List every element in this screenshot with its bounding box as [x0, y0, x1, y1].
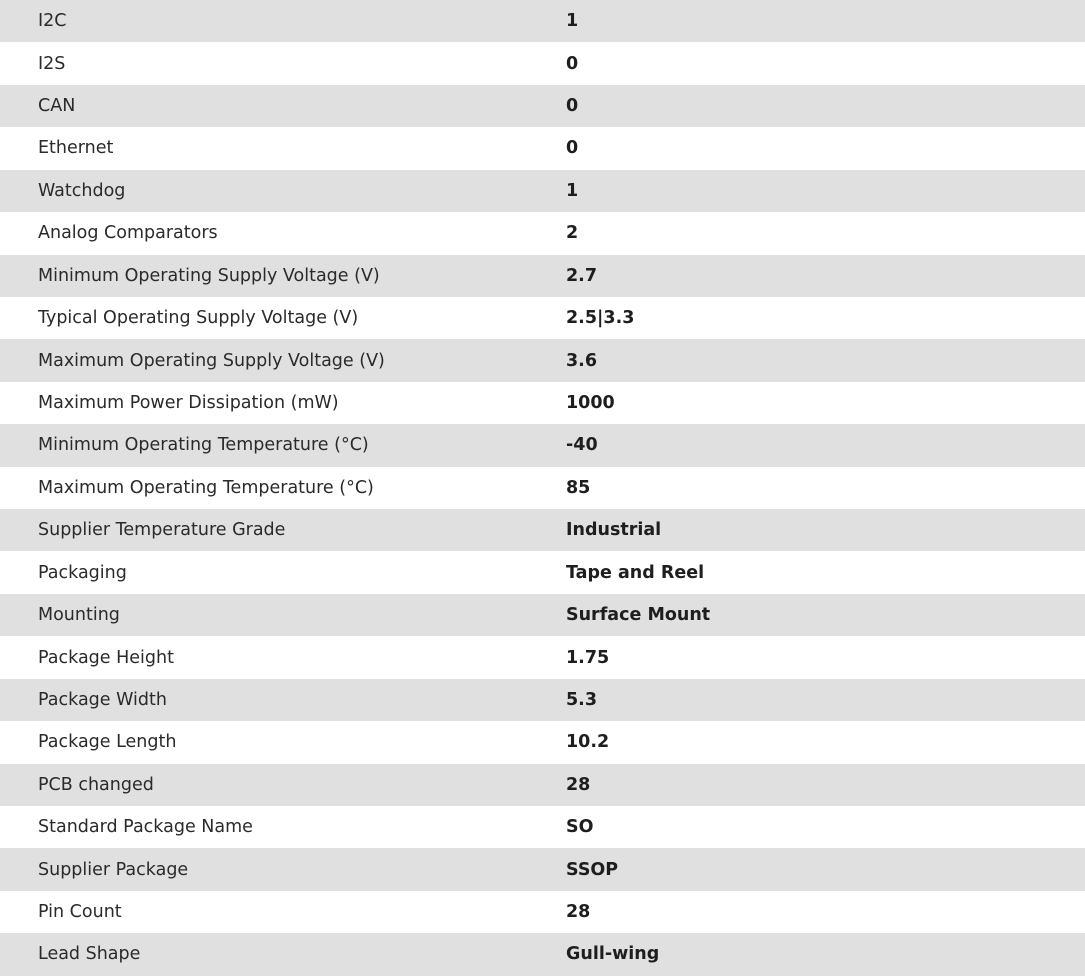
spec-label: Analog Comparators [38, 223, 218, 244]
spec-value: 0 [566, 138, 579, 159]
spec-row-max-power-dissipation [0, 382, 1085, 424]
spec-value: 0 [566, 96, 579, 117]
spec-value: 1 [566, 11, 579, 32]
spec-label: I2C [38, 11, 67, 32]
spec-value: 1 [566, 180, 579, 201]
spec-row-analog-comparators [0, 212, 1085, 254]
spec-row-min-supply-voltage [0, 255, 1085, 297]
spec-label: I2S [38, 53, 66, 74]
spec-row-package-width [0, 679, 1085, 721]
spec-value: 1000 [566, 393, 615, 413]
spec-label: Maximum Operating Temperature (°C) [38, 477, 374, 498]
spec-label: Ethernet [38, 138, 114, 159]
spec-label: Standard Package Name [38, 817, 253, 838]
spec-label: Package Length [38, 732, 177, 753]
spec-value: 5.3 [566, 689, 598, 710]
spec-row-package-height [0, 636, 1085, 678]
spec-row-max-supply-voltage [0, 339, 1085, 381]
spec-value: 85 [566, 477, 591, 498]
spec-row-min-temperature [0, 424, 1085, 466]
spec-row-typ-supply-voltage [0, 297, 1085, 339]
spec-row-ethernet [0, 127, 1085, 169]
spec-label: Mounting [38, 605, 120, 626]
spec-label: Watchdog [38, 180, 126, 201]
spec-label: Minimum Operating Supply Voltage (V) [38, 265, 380, 286]
spec-value: 2 [566, 223, 579, 244]
spec-label: Supplier Temperature Grade [38, 520, 286, 541]
spec-value: Tape and Reel [566, 562, 705, 583]
spec-label: Package Height [38, 647, 174, 668]
spec-row-can [0, 85, 1085, 127]
spec-label: Packaging [38, 562, 127, 583]
spec-label: Package Width [38, 689, 167, 710]
spec-row-supplier-package [0, 848, 1085, 890]
spec-row-pin-count [0, 891, 1085, 933]
spec-value: 0 [566, 53, 579, 74]
spec-value: SSOP [566, 859, 619, 880]
spec-row-max-temperature [0, 467, 1085, 509]
spec-label: CAN [38, 96, 76, 117]
spec-label: Maximum Power Dissipation (mW) [38, 393, 339, 413]
spec-value: 2.7 [566, 265, 598, 286]
spec-value: -40 [566, 435, 598, 456]
spec-value: 28 [566, 902, 591, 923]
spec-row-pcb-changed [0, 764, 1085, 806]
spec-value: Gull-wing [566, 944, 660, 965]
spec-row-temperature-grade [0, 509, 1085, 551]
spec-value: 3.6 [566, 350, 598, 371]
spec-row-lead-shape [0, 933, 1085, 975]
spec-row-i2c [0, 0, 1085, 42]
spec-value: 10.2 [566, 732, 610, 753]
spec-label: Typical Operating Supply Voltage (V) [38, 308, 359, 329]
spec-value: 2.5|3.3 [566, 308, 635, 329]
spec-row-i2s [0, 42, 1085, 84]
spec-row-mounting [0, 594, 1085, 636]
spec-value: SO [566, 817, 594, 838]
spec-label: PCB changed [38, 774, 154, 795]
spec-label: Minimum Operating Temperature (°C) [38, 435, 369, 456]
spec-row-standard-package-name [0, 806, 1085, 848]
spec-value: Surface Mount [566, 605, 711, 626]
spec-value: 28 [566, 774, 591, 795]
spec-row-watchdog [0, 170, 1085, 212]
spec-label: Supplier Package [38, 859, 189, 880]
spec-row-package-length [0, 721, 1085, 763]
spec-row-packaging [0, 551, 1085, 593]
spec-label: Maximum Operating Supply Voltage (V) [38, 350, 385, 371]
spec-value: 1.75 [566, 647, 610, 668]
spec-value: Industrial [566, 520, 662, 541]
spec-label: Lead Shape [38, 944, 141, 965]
spec-label: Pin Count [38, 902, 122, 923]
